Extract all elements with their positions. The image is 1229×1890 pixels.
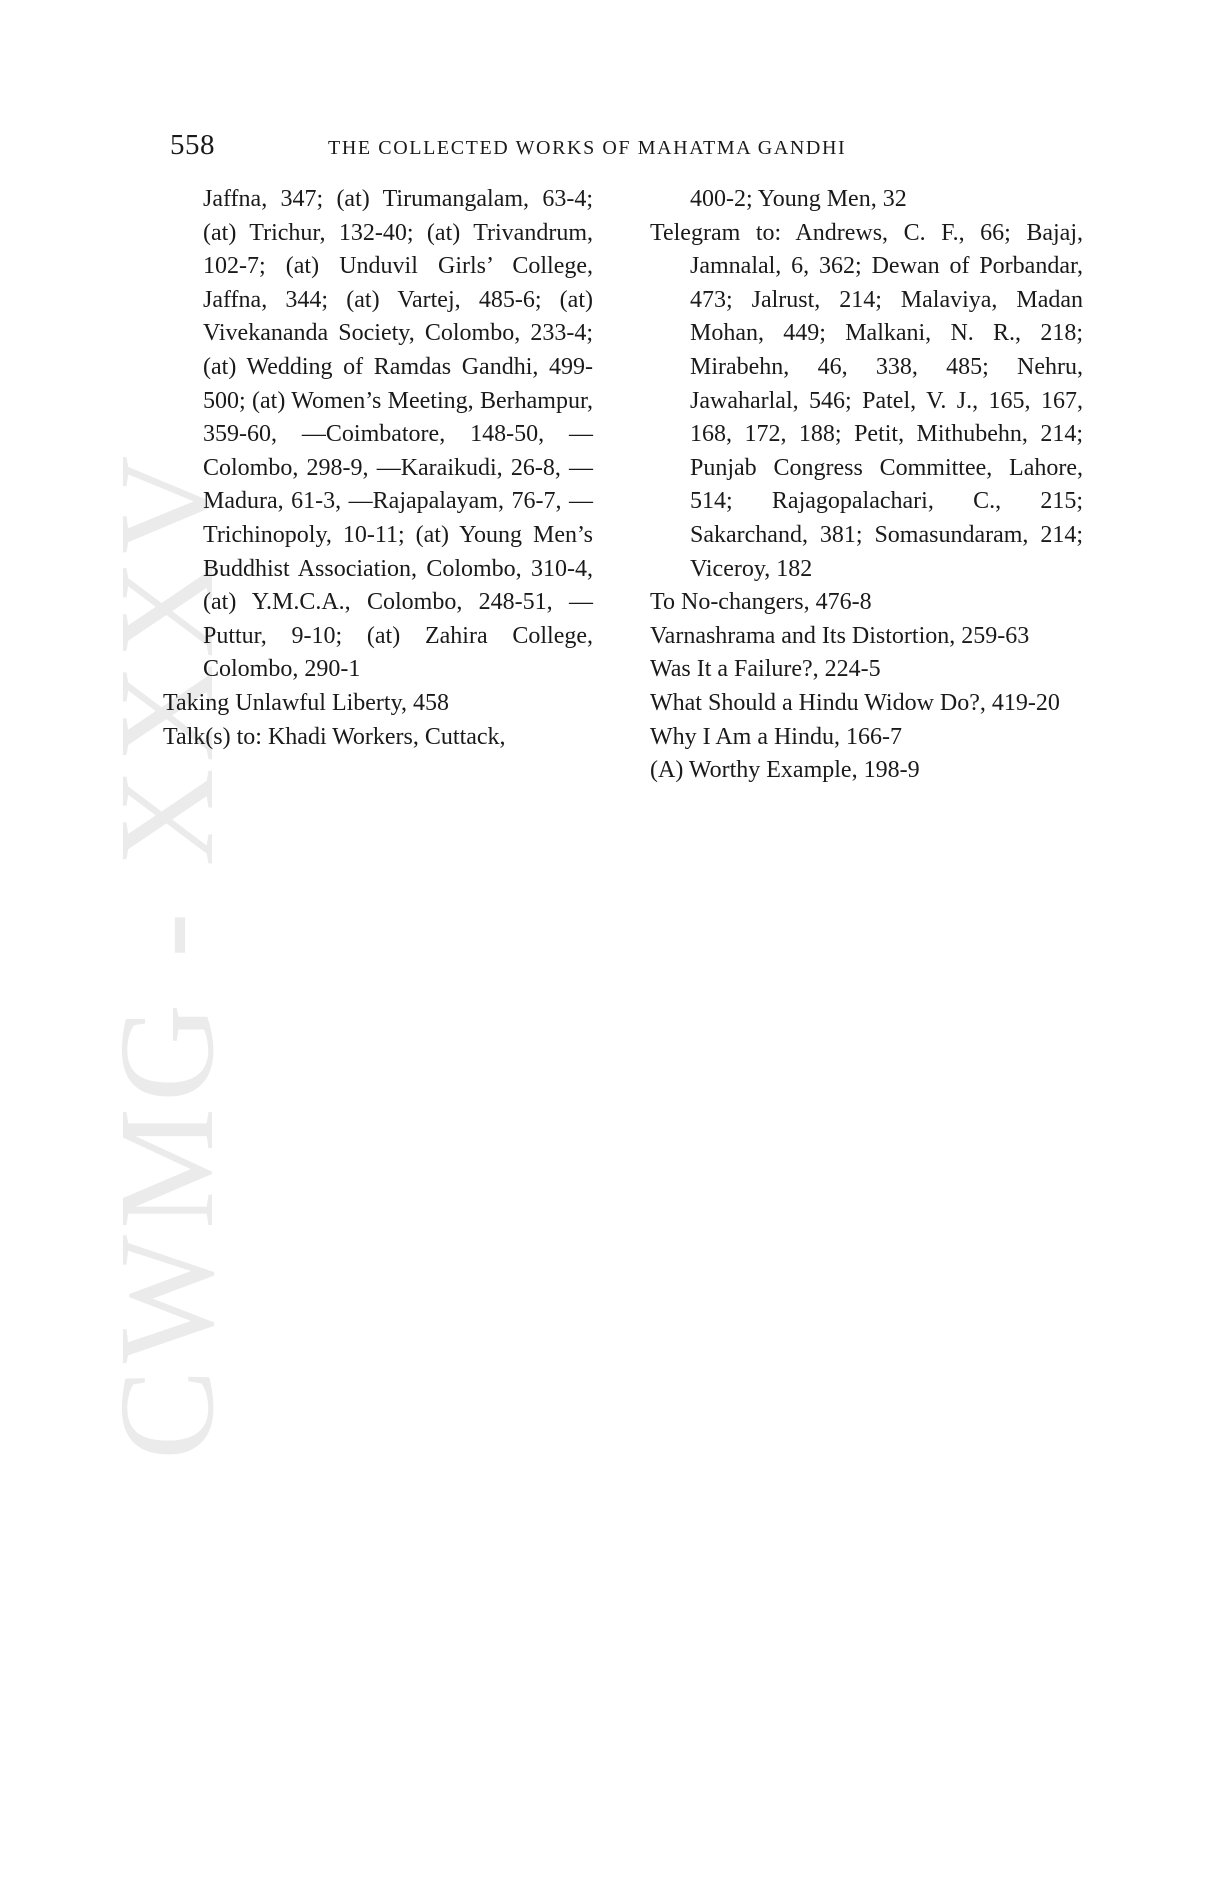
index-entry: To No-changers, 476-8 [650,589,872,616]
index-entry: Taking Unlawful Liberty, 458 [163,689,450,716]
index-entry: Was It a Failure?, 224-5 [650,656,881,683]
index-entry-continued: Jaffna, 347; (at) Tirumangalam, 63-4; (at) Trichur, 132-40; (at) Trivandrum, 102-7; (at) Unduvil Girls’ College, Jaffna, 344; (at) Vartej, 485-6; (at) Vivekananda Society, Colombo, 233-4; (at) Wedding of Ramdas Gandhi, 499-500; (at) Women’s Meeting, Berhampur, 359-60, —Coimbatore, 148-50, —Colombo, 298-9, —Karaikudi, 26-8, —Madura, 61-3, —Rajapalayam, 76-7, —Trichinopoly, 10-11; (at) Young Men’s Buddhist Association, Colombo, 310-4, (at) Y.M.C.A., Colombo, 248-51, —Puttur, 9-10; (at) Zahira College, Colombo, 290-1 [203,186,593,683]
index-entry-continued: 400-2; Young Men, 32 [690,186,907,212]
index-entry: Why I Am a Hindu, 166-7 [650,723,902,750]
running-title: THE COLLECTED WORKS OF MAHATMA GANDHI [328,137,847,159]
index-column-right [650,183,1083,788]
page-number: 558 [170,129,215,161]
index-entry: Talk(s) to: Khadi Workers, Cuttack, [163,723,506,750]
index-entry: What Should a Hindu Widow Do?, 419-20 [650,689,1060,716]
index-entry: Telegram to: Andrews, C. F., 66; Bajaj, Jamnalal, 6, 362; Dewan of Porbandar, 473; Jalrust, 214; Malaviya, Madan Mohan, 449; Malkani, N. R., 218; Mirabehn, 46, 338, 485; Nehru, Jawaharlal, 546; Patel, V. J., 165, 167, 168, 172, 188; Petit, Mithubehn, 214; Punjab Congress Committee, Lahore, 514; Rajagopalachari, C., 215; Sakarchand, 381; Somasundaram, 214; Viceroy, 182 [650,219,1083,582]
index-entry: Varnashrama and Its Distortion, 259-63 [650,622,1030,649]
watermark-text: CWMG - XXXV [92,449,242,1460]
index-entry: (A) Worthy Example, 198-9 [650,757,920,784]
index-column-left [163,183,593,754]
